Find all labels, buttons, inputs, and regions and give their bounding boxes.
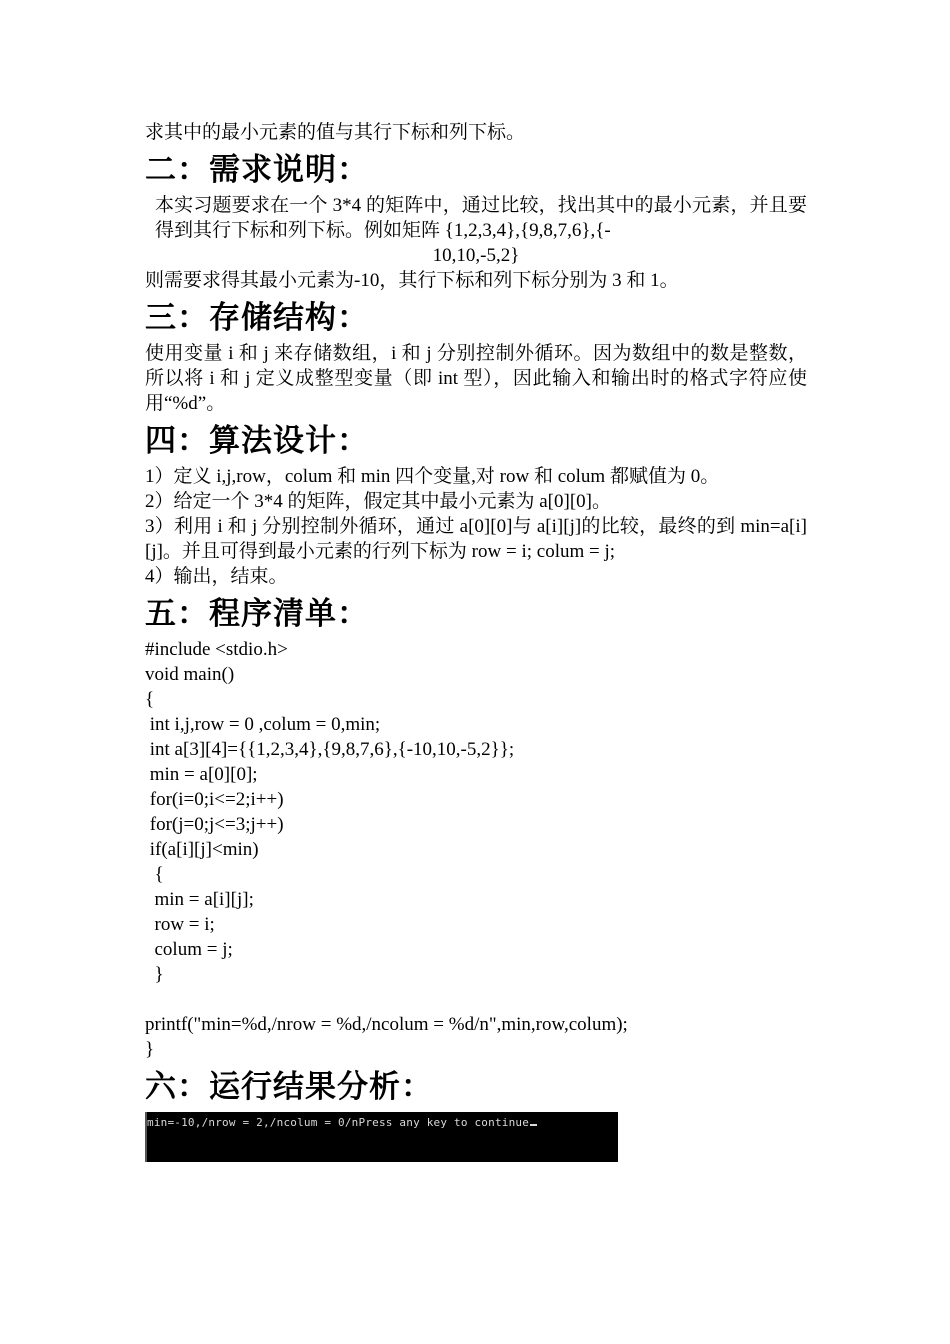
requirements-paragraph: 本实习题要求在一个 3*4 的矩阵中，通过比较，找出其中的最小元素，并且要得到其行下标和列下标。例如矩阵 {1,2,3,4},{9,8,7,6},{- bbox=[155, 195, 807, 241]
section-heading-program: 五：程序清单： bbox=[145, 596, 369, 632]
intro-line: 求其中的最小元素的值与其行下标和列下标。 bbox=[145, 122, 526, 143]
program-listing: #include <stdio.h> void main() { int i,j,row = 0 ,colum = 0,min; int a[3][4]={{1,2,3,4},{9,8,7,6},{-10,10,-5,2}}; min = a[0][0]; for(i=0;i<=2;i++) for(j=0;j<=3;j++) if(a[i][j]<min) { min = a[i][j]; row = i; colum = j; } printf("min=%d,/nrow = %d,/ncolum = %d/n",min,row,colum); } bbox=[145, 639, 628, 1060]
requirements-result: 则需要求得其最小元素为-10，其行下标和列下标分别为 3 和 1。 bbox=[145, 270, 679, 291]
console-cursor-icon bbox=[530, 1124, 537, 1126]
document-page bbox=[145, 120, 807, 1162]
console-output bbox=[147, 1116, 537, 1129]
algorithm-step-3: 3）利用 i 和 j 分别控制外循环，通过 a[0][0]与 a[i][j]的比较，最终的到 min=a[i][j]。并且可得到最小元素的行列下标为 row = i; colum = j; bbox=[145, 516, 807, 562]
algorithm-step-2: 2）给定一个 3*4 的矩阵，假定其中最小元素为 a[0][0]。 bbox=[145, 491, 611, 512]
algorithm-step-1: 1）定义 i,j,row，colum 和 min 四个变量,对 row 和 colum 都赋值为 0。 bbox=[145, 466, 720, 487]
section-heading-results: 六：运行结果分析： bbox=[145, 1069, 433, 1105]
storage-paragraph: 使用变量 i 和 j 来存储数组，i 和 j 分别控制外循环。因为数组中的数是整数，所以将 i 和 j 定义成整型变量（即 int 型），因此输入和输出时的格式字符应使用“%d”。 bbox=[145, 343, 807, 414]
console-screenshot bbox=[145, 1112, 618, 1162]
console-output-text: min=-10,/nrow = 2,/ncolum = 0/nPress any key to continue bbox=[147, 1116, 530, 1129]
requirements-matrix-tail: 10,10,-5,2} bbox=[432, 245, 520, 266]
algorithm-step-4: 4）输出，结束。 bbox=[145, 566, 288, 587]
section-heading-requirements: 二：需求说明： bbox=[145, 152, 369, 188]
section-heading-algorithm: 四：算法设计： bbox=[145, 423, 369, 459]
section-heading-storage: 三：存储结构： bbox=[145, 300, 369, 336]
